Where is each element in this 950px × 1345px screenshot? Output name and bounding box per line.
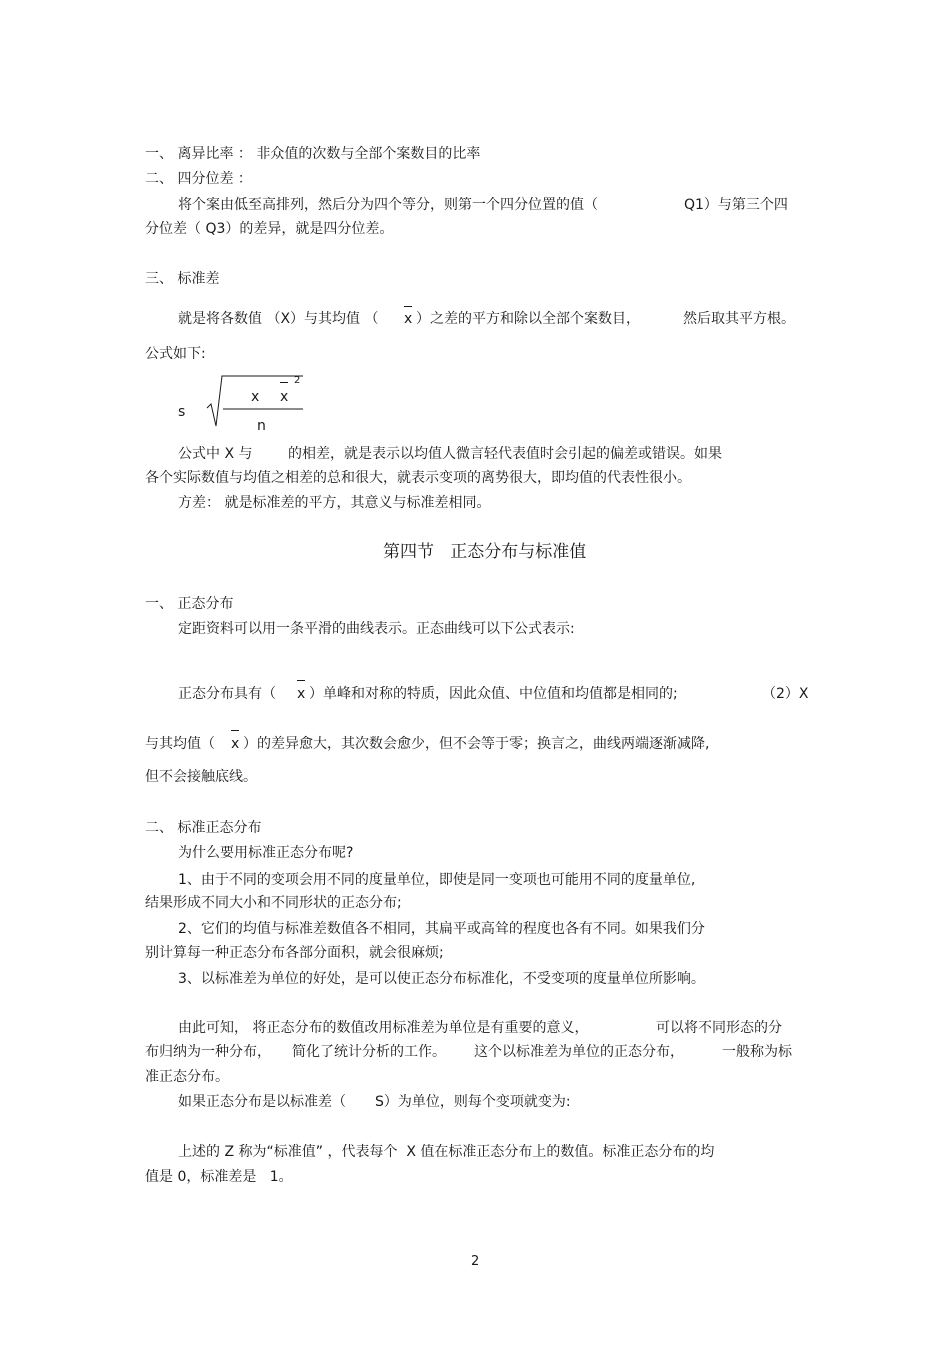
quartile-paragraph-line1a: 将个案由低至高排列，然后分为四个等分，则第一个四分位置的值（ bbox=[178, 197, 598, 213]
normal-property-part3: （2）X bbox=[762, 686, 809, 702]
formula-n: n bbox=[257, 418, 266, 434]
reason-2-line2: 别计算每一种正态分布各部分面积，就会很麻烦; bbox=[145, 945, 444, 961]
normal-property-line3: 但不会接触底线。 bbox=[145, 769, 257, 785]
variance-paragraph: 方差： 就是标准差的平方，其意义与标准差相同。 bbox=[178, 495, 491, 511]
mean-overline-3 bbox=[231, 730, 239, 731]
mean-overline-2 bbox=[297, 680, 305, 681]
page-number: 2 bbox=[471, 1254, 480, 1269]
normal-property-part2: ）单峰和对称的特质，因此众值、中位值和均值都是相同的; bbox=[309, 686, 678, 702]
conclusion-line1a: 由此可知， 将正态分布的数值改用标准差为单位是有重要的意义， bbox=[178, 1020, 589, 1036]
sd-paragraph-part3: 然后取其平方根。 bbox=[683, 311, 795, 327]
quartile-paragraph-line1b: Q1）与第三个四 bbox=[684, 197, 788, 213]
reason-3: 3、以标准差为单位的好处，是可以使正态分布标准化，不受变项的度量单位所影响。 bbox=[178, 971, 705, 987]
mean-overline bbox=[404, 306, 412, 307]
why-question: 为什么要用标准正态分布呢? bbox=[178, 845, 354, 861]
formula-s: s bbox=[178, 404, 186, 420]
z-score-line1: 上述的 Z 称为“标准值” ，代表每个 X 值在标准正态分布上的数值。标准正态分布的均 bbox=[178, 1144, 715, 1160]
quartile-paragraph-line2: 分位差（ Q3）的差异，就是四分位差。 bbox=[145, 221, 394, 237]
z-score-line2: 值是 0，标准差是 1。 bbox=[145, 1169, 293, 1185]
conclusion-line1b: 可以将不同形态的分 bbox=[656, 1020, 782, 1036]
section-heading: 第四节 正态分布与标准值 bbox=[383, 542, 587, 562]
formula-xbar: x bbox=[280, 389, 289, 405]
mean-symbol-3: x bbox=[231, 736, 240, 752]
mean-symbol-2: x bbox=[297, 686, 306, 702]
sd-paragraph-part2: ）之差的平方和除以全部个案数目， bbox=[416, 311, 640, 327]
item-dispersion-ratio: 一、 离异比率 ： 非众值的次数与全部个案数目的比率 bbox=[145, 146, 481, 162]
formula-exponent: 2 bbox=[294, 375, 301, 386]
deviation-paragraph-line1b: 的相差，就是表示以均值人微言轻代表值时会引起的偏差或错误。如果 bbox=[288, 446, 722, 462]
item-standard-deviation: 三、 标准差 bbox=[145, 271, 220, 287]
reason-2-line1: 2、它们的均值与标准差数值各不相同，其扁平或高耸的程度也各有不同。如果我们分 bbox=[178, 921, 705, 937]
transform-intro-a: 如果正态分布是以标准差（ bbox=[178, 1094, 346, 1110]
transform-intro-b: S）为单位，则每个变项就变为: bbox=[375, 1094, 571, 1110]
conclusion-line2a: 布归纳为一种分布， bbox=[145, 1044, 271, 1060]
normal-intro: 定距资料可以用一条平滑的曲线表示。正态曲线可以下公式表示: bbox=[178, 621, 575, 637]
sd-paragraph-part1: 就是将各数值 （X）与其均值 （ bbox=[178, 311, 379, 327]
conclusion-line2c: 这个以标准差为单位的正态分布， bbox=[474, 1044, 684, 1060]
reason-1-line1: 1、由于不同的变项会用不同的度量单位，即使是同一变项也可能用不同的度量单位, bbox=[178, 872, 696, 888]
item-quartile-deviation: 二、 四分位差 ： bbox=[145, 171, 252, 187]
normal-property-line2b: ）的差异愈大，其次数会愈少，但不会等于零；换言之，曲线两端逐渐减降, bbox=[243, 736, 710, 752]
item-normal-distribution: 一、 正态分布 bbox=[145, 596, 234, 612]
formula-xbar-overline bbox=[280, 382, 288, 383]
conclusion-line2b: 简化了统计分析的工作。 bbox=[292, 1044, 446, 1060]
mean-symbol: x bbox=[404, 311, 413, 327]
reason-1-line2: 结果形成不同大小和不同形状的正态分布; bbox=[145, 895, 402, 911]
item-standard-normal: 二、 标准正态分布 bbox=[145, 820, 262, 836]
conclusion-line2d: 一般称为标 bbox=[722, 1044, 792, 1060]
formula-intro: 公式如下: bbox=[145, 346, 206, 362]
deviation-paragraph-line2: 各个实际数值与均值之相差的总和很大，就表示变项的离势很大，即均值的代表性很小。 bbox=[145, 470, 691, 486]
normal-property-part1: 正态分布具有（ bbox=[178, 686, 276, 702]
normal-property-line2a: 与其均值（ bbox=[145, 736, 215, 752]
deviation-paragraph-line1a: 公式中 X 与 bbox=[178, 446, 253, 462]
formula-x: x bbox=[251, 389, 260, 405]
conclusion-line3: 准正态分布。 bbox=[145, 1069, 229, 1085]
